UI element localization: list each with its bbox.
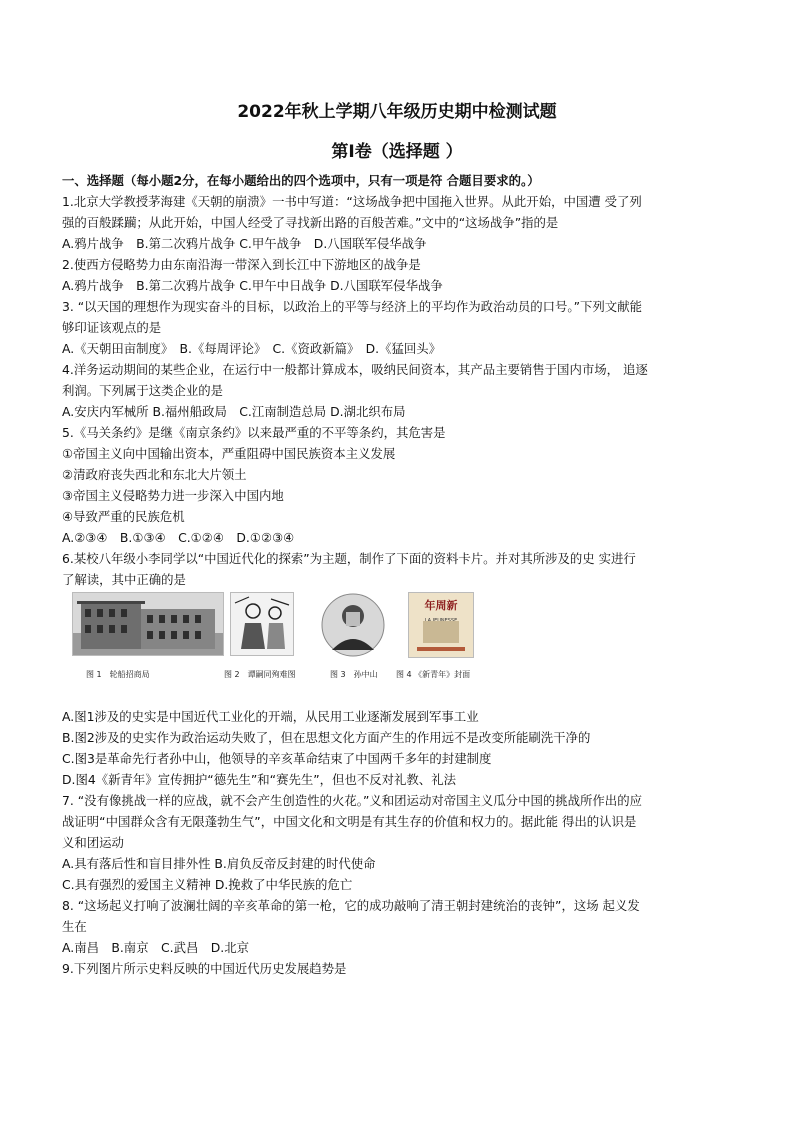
question-3-text-line-2: 够印证该观点的是 (62, 320, 162, 335)
question-5-item-3: ③帝国主义侵略势力进一步深入中国内地 (62, 488, 284, 503)
figure-4-caption: 图 4 《新青年》封面 (396, 670, 471, 679)
question-6-option-c: C.图3是革命先行者孙中山，他领导的辛亥革命结束了中国两千多年的封建制度 (62, 751, 492, 766)
figure-2 (224, 592, 296, 679)
question-4-text-line-1: 4.洋务运动期间的某些企业，在运行中一般都计算成本，吸纳民间资本，其产品主要销售于国内市场， 追逐 (62, 362, 648, 377)
figure-3-portrait (320, 592, 386, 658)
question-6-text-line-1: 6.某校八年级小李同学以“中国近代化的探索”为主题，制作了下面的资料卡片。并对其所涉及的史 实进行 (62, 551, 636, 566)
question-5-options: A.②③④ B.①③④ C.①②④ D.①②③④ (62, 530, 295, 545)
question-9-text: 9.下列图片所示史料反映的中国近代历史发展趋势是 (62, 961, 347, 976)
question-7-text-line-1: 7. “没有像挑战一样的应战，就不会产生创造性的火花。”义和团运动对帝国主义瓜分中国的挑战所作出的应 (62, 793, 642, 808)
section-heading: 一、选择题（每小题2分，在每小题给出的四个选项中，只有一项是符 合题目要求的。） (62, 173, 540, 188)
question-6-option-a: A.图1涉及的史实是中国近代工业化的开端，从民用工业逐渐发展到军事工业 (62, 709, 479, 724)
question-7-text-line-2: 战证明“中国群众含有无限蓬勃生气”，中国文化和文明是有其生存的价值和权力的。据此能 得出的认识是 (62, 814, 637, 829)
section-title: 第I卷（选择题 ） (331, 142, 463, 162)
figure-2-illustration (230, 592, 294, 656)
figure-2-caption: 图 2 谭嗣同殉难图 (224, 670, 296, 679)
question-3-options: A.《天朝田亩制度》 B.《每周评论》 C.《资政新篇》 D.《猛回头》 (62, 341, 442, 356)
figure-1-building-photo (72, 592, 224, 656)
question-5-item-1: ①帝国主义向中国输出资本，严重阻碍中国民族资本主义发展 (62, 446, 396, 461)
figure-4-cover-title: 年周新 (424, 599, 458, 612)
exam-content (62, 170, 732, 979)
question-7-options-ab: A.具有落后性和盲目排外性 B.肩负反帝反封建的时代使命 (62, 856, 376, 871)
question-1-text-line-2: 强的百般蹂躏；从此开始，中国人经受了寻找新出路的百般苦难。”文中的“这场战争”指的是 (62, 215, 559, 230)
question-1-text-line-1: 1.北京大学教授茅海建《天朝的崩溃》一书中写道：“这场战争把中国拖入世界。从此开始，中国遭 受了列 (62, 194, 642, 209)
question-1-options: A.鸦片战争 B.第二次鸦片战争 C.甲午战争 D.八国联军侵华战争 (62, 236, 427, 251)
question-6-text-line-2: 了解读，其中正确的是 (62, 572, 186, 587)
question-5-item-2: ②清政府丧失西北和东北大片领土 (62, 467, 247, 482)
question-8-options: A.南昌 B.南京 C.武昌 D.北京 (62, 940, 250, 955)
question-6-option-b: B.图2涉及的史实作为政治运动失败了，但在思想文化方面产生的作用远不是改变所能刷洗干净的 (62, 730, 591, 745)
question-2-text: 2.使西方侵略势力由东南沿海一带深入到长江中下游地区的战争是 (62, 257, 421, 272)
question-5-item-4: ④导致严重的民族危机 (62, 509, 185, 524)
question-7-options-cd: C.具有强烈的爱国主义精神 D.挽救了中华民族的危亡 (62, 877, 353, 892)
figure-1-caption: 图 1 轮船招商局 (86, 670, 150, 679)
question-6-figures (62, 592, 732, 706)
figure-1 (72, 592, 224, 679)
question-7-text-line-3: 义和团运动 (62, 835, 124, 850)
question-4-options: A.安庆内军械所 B.福州船政局 C.江南制造总局 D.湖北织布局 (62, 404, 406, 419)
question-8-text-line-1: 8. “这场起义打响了波澜壮阔的辛亥革命的第一枪，它的成功敲响了清王朝封建统治的丧钟”，这场 起义发 (62, 898, 640, 913)
question-4-text-line-2: 利润。下列属于这类企业的是 (62, 383, 224, 398)
question-6-option-d: D.图4《新青年》宣传拥护“德先生”和“赛先生”，但也不反对礼教、礼法 (62, 772, 456, 787)
figure-3-caption: 图 3 孙中山 (330, 670, 378, 679)
figure-4 (396, 592, 474, 679)
exam-title: 2022年秋上学期八年级历史期中检测试题 (237, 102, 557, 122)
figure-3 (320, 592, 386, 679)
question-3-text-line-1: 3. “以天国的理想作为现实奋斗的目标，以政治上的平等与经济上的平均作为政治动员的口号。”下列文献能 (62, 299, 642, 314)
question-8-text-line-2: 生在 (62, 919, 87, 934)
question-5-text: 5.《马关条约》是继《南京条约》以来最严重的不平等条约，其危害是 (62, 425, 446, 440)
figure-4-magazine-cover (408, 592, 474, 658)
question-2-options: A.鸦片战争 B.第二次鸦片战争 C.甲午中日战争 D.八国联军侵华战争 (62, 278, 443, 293)
